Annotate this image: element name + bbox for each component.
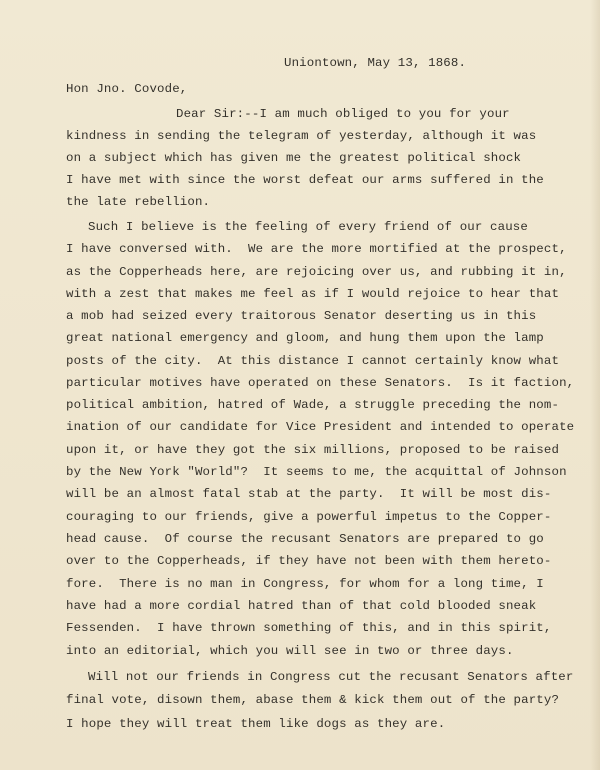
body-line: I hope they will treat them like dogs as they are. <box>66 717 446 731</box>
body-line: political ambition, hatred of Wade, a struggle preceding the nom- <box>66 398 560 412</box>
dateline: Uniontown, May 13, 1868. <box>284 56 467 70</box>
body-line: posts of the city. At this distance I cannot certainly know what <box>66 354 560 368</box>
paragraph-start-line: Such I believe is the feeling of every friend of our cause <box>88 220 528 234</box>
body-line: over to the Copperheads, if they have not been with them hereto- <box>66 554 552 568</box>
body-line: Fessenden. I have thrown something of this, and in this spirit, <box>66 621 552 635</box>
body-line: with a zest that makes me feel as if I would rejoice to hear that <box>66 287 560 301</box>
body-line: the late rebellion. <box>66 195 211 209</box>
addressee: Hon Jno. Covode, <box>66 82 188 96</box>
body-line: I have conversed with. We are the more mortified at the prospect, <box>66 242 567 256</box>
body-line: particular motives have operated on these Senators. Is it faction, <box>66 376 575 390</box>
body-line: great national emergency and gloom, and hung them upon the lamp <box>66 331 544 345</box>
body-line: ination of our candidate for Vice President and intended to operate <box>66 420 575 434</box>
body-line: final vote, disown them, abase them & kick them out of the party? <box>66 693 560 707</box>
body-line: I have met with since the worst defeat our arms suffered in the <box>66 173 544 187</box>
paragraph-start-line: Will not our friends in Congress cut the recusant Senators after <box>88 670 574 684</box>
body-line: upon it, or have they got the six millions, proposed to be raised <box>66 443 560 457</box>
body-line: kindness in sending the telegram of yesterday, although it was <box>66 129 537 143</box>
body-line: head cause. Of course the recusant Senators are prepared to go <box>66 532 544 546</box>
body-line: have had a more cordial hatred than of that cold blooded sneak <box>66 599 537 613</box>
body-line: as the Copperheads here, are rejoicing over us, and rubbing it in, <box>66 265 567 279</box>
salutation-line: Dear Sir:--I am much obliged to you for your <box>176 107 510 121</box>
body-line: fore. There is no man in Congress, for whom for a long time, I <box>66 577 544 591</box>
body-line: a mob had seized every traitorous Senator deserting us in this <box>66 309 537 323</box>
body-line: into an editorial, which you will see in two or three days. <box>66 644 514 658</box>
body-line: by the New York "World"? It seems to me, the acquittal of Johnson <box>66 465 567 479</box>
body-line: on a subject which has given me the greatest political shock <box>66 151 522 165</box>
body-line: will be an almost fatal stab at the party. It will be most dis- <box>66 487 552 501</box>
body-line: couraging to our friends, give a powerful impetus to the Copper- <box>66 510 552 524</box>
